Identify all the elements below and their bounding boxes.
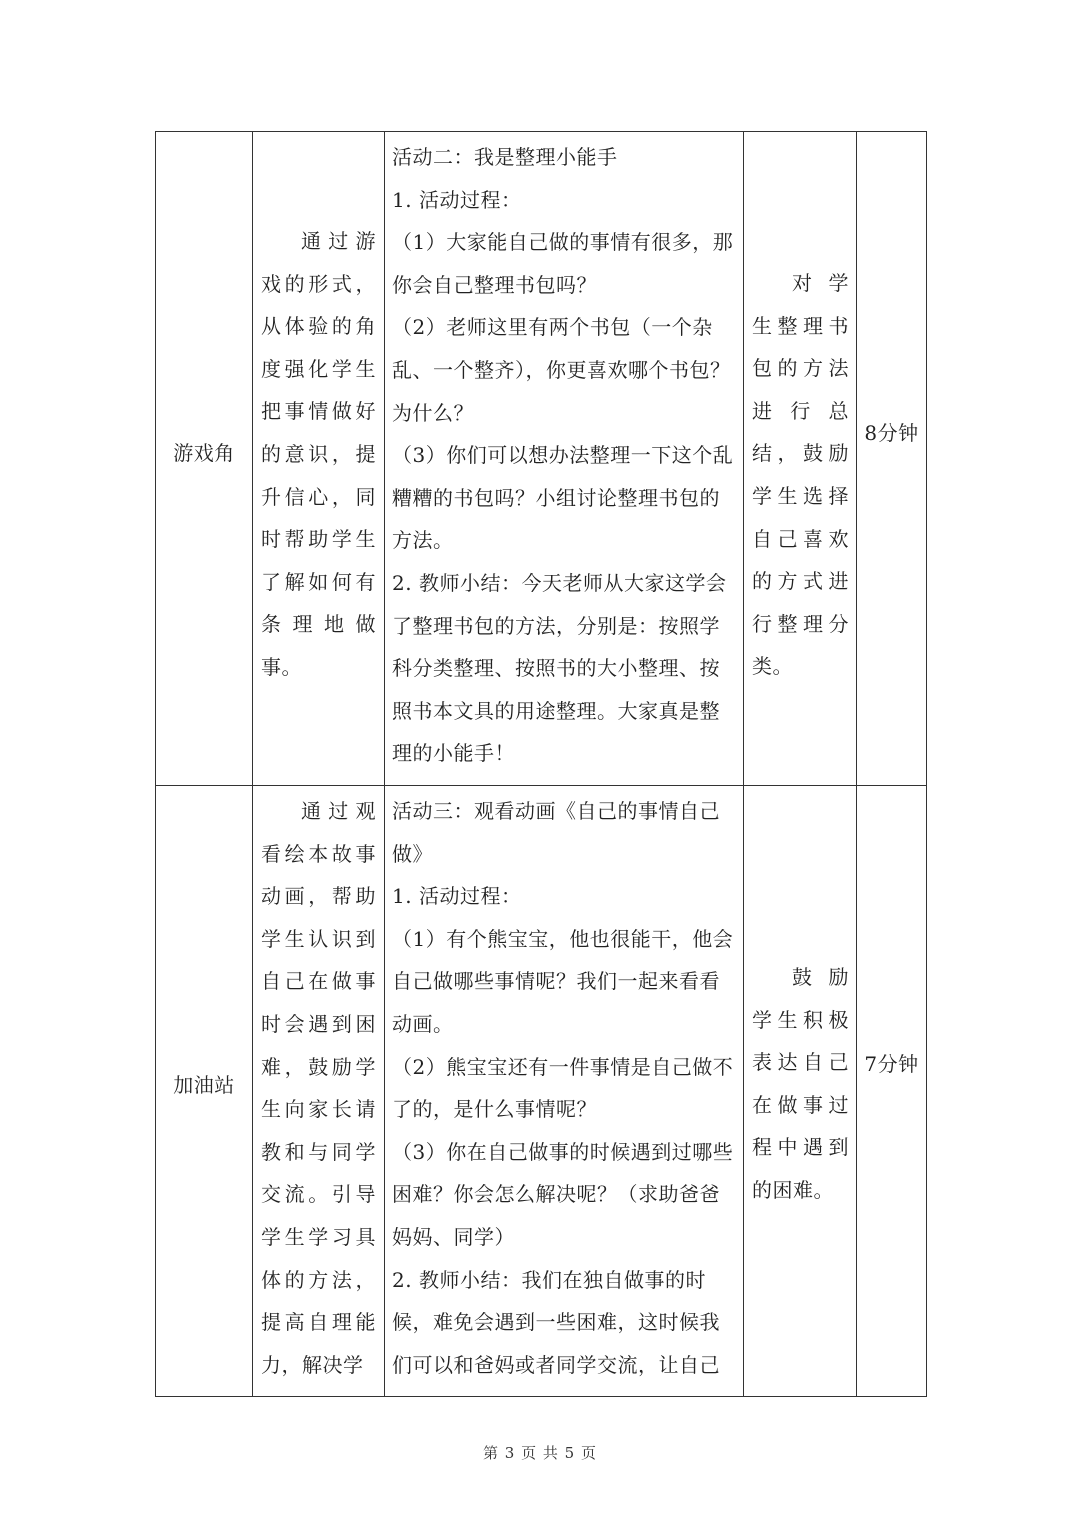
activity-step: （2）熊宝宝还有一件事情是自己做不了的，是什么事情呢？ [392,1054,734,1122]
content-cell [385,786,744,1397]
time-cell: 7分钟 [857,786,927,1397]
design-text: 鼓励学生积极表达自己在做事过程中遇到的困难。 [752,965,849,1202]
activity-step: （3）你在自己做事的时候遇到过哪些困难？你会怎么解决呢？（求助爸爸妈妈、同学） [392,1139,734,1249]
page-footer: 第 3 页 共 5 页 [483,1444,597,1462]
time-cell: 8分钟 [857,132,927,786]
goal-cell [253,786,385,1397]
lesson-plan-table [155,131,927,1397]
activity-step: 1. 活动过程： [392,884,522,909]
stage-cell: 游戏角 [156,132,253,786]
activity-step: （1）大家能自己做的事情有很多，那你会自己整理书包吗？ [392,230,734,297]
activity-step: （2）老师这里有两个书包（一个杂乱、一个整齐），你更喜欢哪个书包？为什么？ [392,315,731,425]
goal-cell [253,132,385,786]
design-cell [744,786,857,1397]
teacher-summary: 2. 教师小结：今天老师从大家这学会了整理书包的方法，分别是：按照学科分类整理、按照书的大小整理、按照书本文具的用途整理。大家真是整理的小能手！ [392,570,727,766]
activity-step: （1）有个熊宝宝，他也很能干，他会自己做哪些事情呢？我们一起来看看动画。 [392,926,734,1036]
content-cell [385,132,744,786]
goal-text: 通过观看绘本故事动画，帮助学生认识到自己在做事时会遇到困难，鼓励学生向家长请教和与同学交流。引导学生学习具体的方法，提高自理能力，解决学 [261,799,376,1377]
activity-step: （3）你们可以想办法整理一下这个乱糟糟的书包吗？小组讨论整理书包的方法。 [392,443,734,553]
activity-title: 活动二：我是整理小能手 [392,145,618,169]
teacher-summary: 2. 教师小结：我们在独自做事的时候，难免会遇到一些困难，这时候我们可以和爸妈或者同学交流，让自己 [392,1267,720,1377]
activity-title: 活动三：观看动画《自己的事情自己做》 [392,799,720,866]
table-row [156,132,927,786]
activity-step: 1. 活动过程： [392,187,522,212]
design-text: 对学生整理书包的方法进行总结，鼓励学生选择自己喜欢的方式进行整理分类。 [752,271,849,679]
table-row [156,786,927,1397]
design-cell [744,132,857,786]
stage-cell: 加油站 [156,786,253,1397]
goal-text: 通过游戏的形式，从体验的角度强化学生把事情做好的意识，提升信心，同时帮助学生了解如何有条理地做事。 [261,229,376,679]
